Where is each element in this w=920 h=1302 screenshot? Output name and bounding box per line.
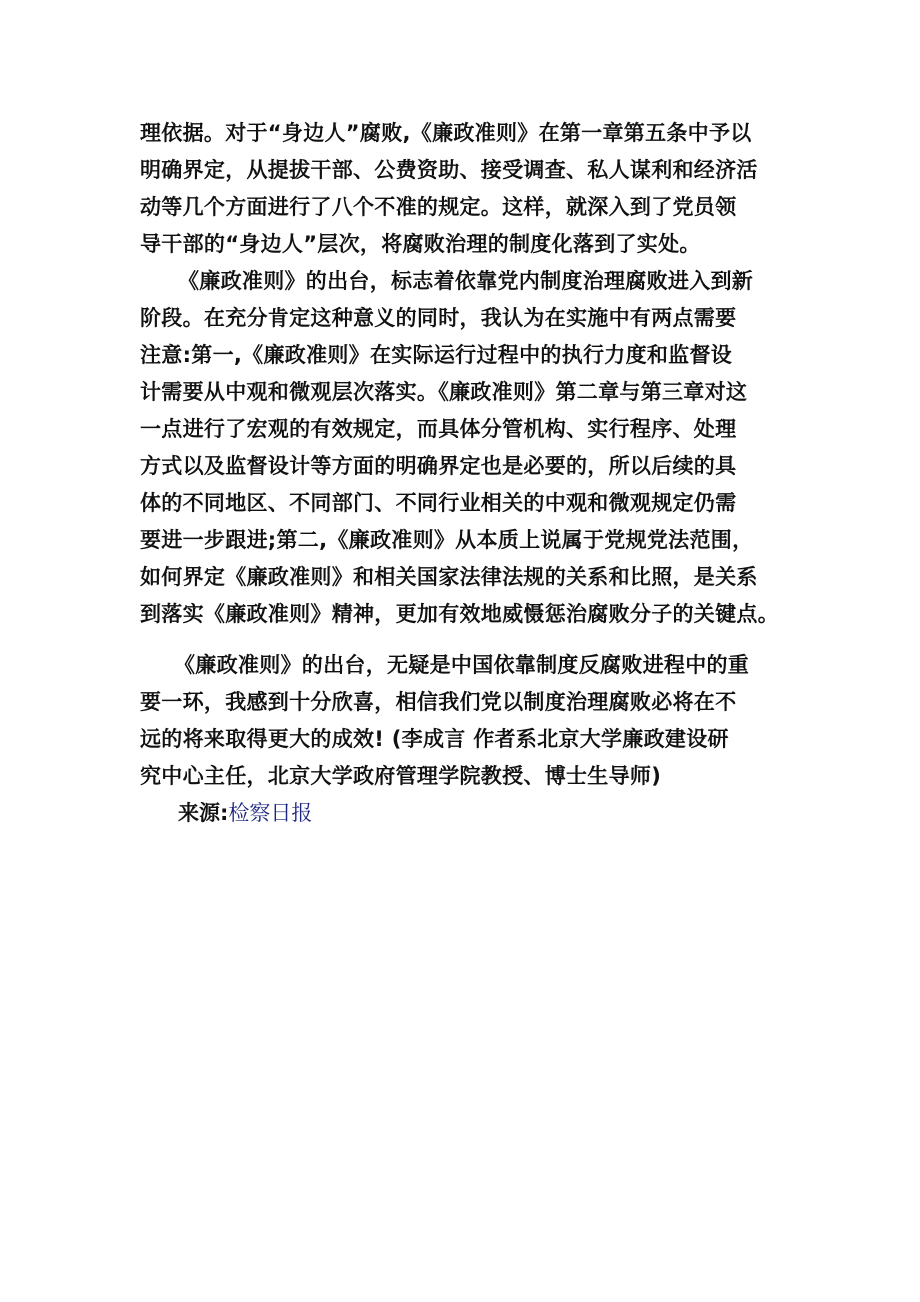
paragraph-line: 到落实《廉政准则》精神，更加有效地威慑惩治腐败分子的关键点。 [140, 602, 779, 626]
paragraph-line: 如何界定《廉政准则》和相关国家法律法规的关系和比照，是关系 [140, 565, 758, 589]
paragraph-line: 注意:第一,《廉政准则》在实际运行过程中的执行力度和监督设 [140, 343, 733, 367]
paragraph-line: 《廉政准则》的出台，标志着依靠党内制度治理腐败进入到新 [178, 269, 754, 293]
paragraph-line: 一点进行了宏观的有效规定，而具体分管机构、实行程序、处理 [140, 417, 737, 441]
paragraph-line: 远的将来取得更大的成效! (李成言 作者系北京大学廉政建设研 [140, 727, 729, 751]
source-label: 来源: [178, 801, 229, 825]
article-body-block-2 [140, 647, 800, 795]
paragraph-line: 动等几个方面进行了八个不准的规定。这样，就深入到了党员领 [140, 195, 737, 219]
source-line [178, 795, 312, 832]
paragraph-line: 阶段。在充分肯定这种意义的同时，我认为在实施中有两点需要 [140, 306, 737, 330]
paragraph-line: 明确界定，从提拔干部、公费资助、接受调查、私人谋利和经济活 [140, 158, 758, 182]
article-body-block-1 [140, 115, 800, 633]
paragraph-line: 要进一步跟进;第二,《廉政准则》从本质上说属于党规党法范围， [140, 528, 754, 552]
paragraph-line: 究中心主任，北京大学政府管理学院教授、博士生导师) [140, 764, 662, 788]
paragraph-line: 要一环，我感到十分欣喜，相信我们党以制度治理腐败必将在不 [140, 690, 737, 714]
paragraph-line: 体的不同地区、不同部门、不同行业相关的中观和微观规定仍需 [140, 491, 737, 515]
source-link[interactable]: 检察日报 [228, 801, 313, 825]
paragraph-line: 导干部的“身边人”层次，将腐败治理的制度化落到了实处。 [140, 232, 701, 256]
paragraph-line: 《廉政准则》的出台，无疑是中国依靠制度反腐败进程中的重 [174, 653, 750, 677]
paragraph-line: 计需要从中观和微观层次落实。《廉政准则》第二章与第三章对这 [140, 380, 748, 404]
paragraph-line: 方式以及监督设计等方面的明确界定也是必要的，所以后续的具 [140, 454, 737, 478]
paragraph-line: 理依据。对于“身边人”腐败,《廉政准则》在第一章第五条中予以 [140, 121, 752, 145]
